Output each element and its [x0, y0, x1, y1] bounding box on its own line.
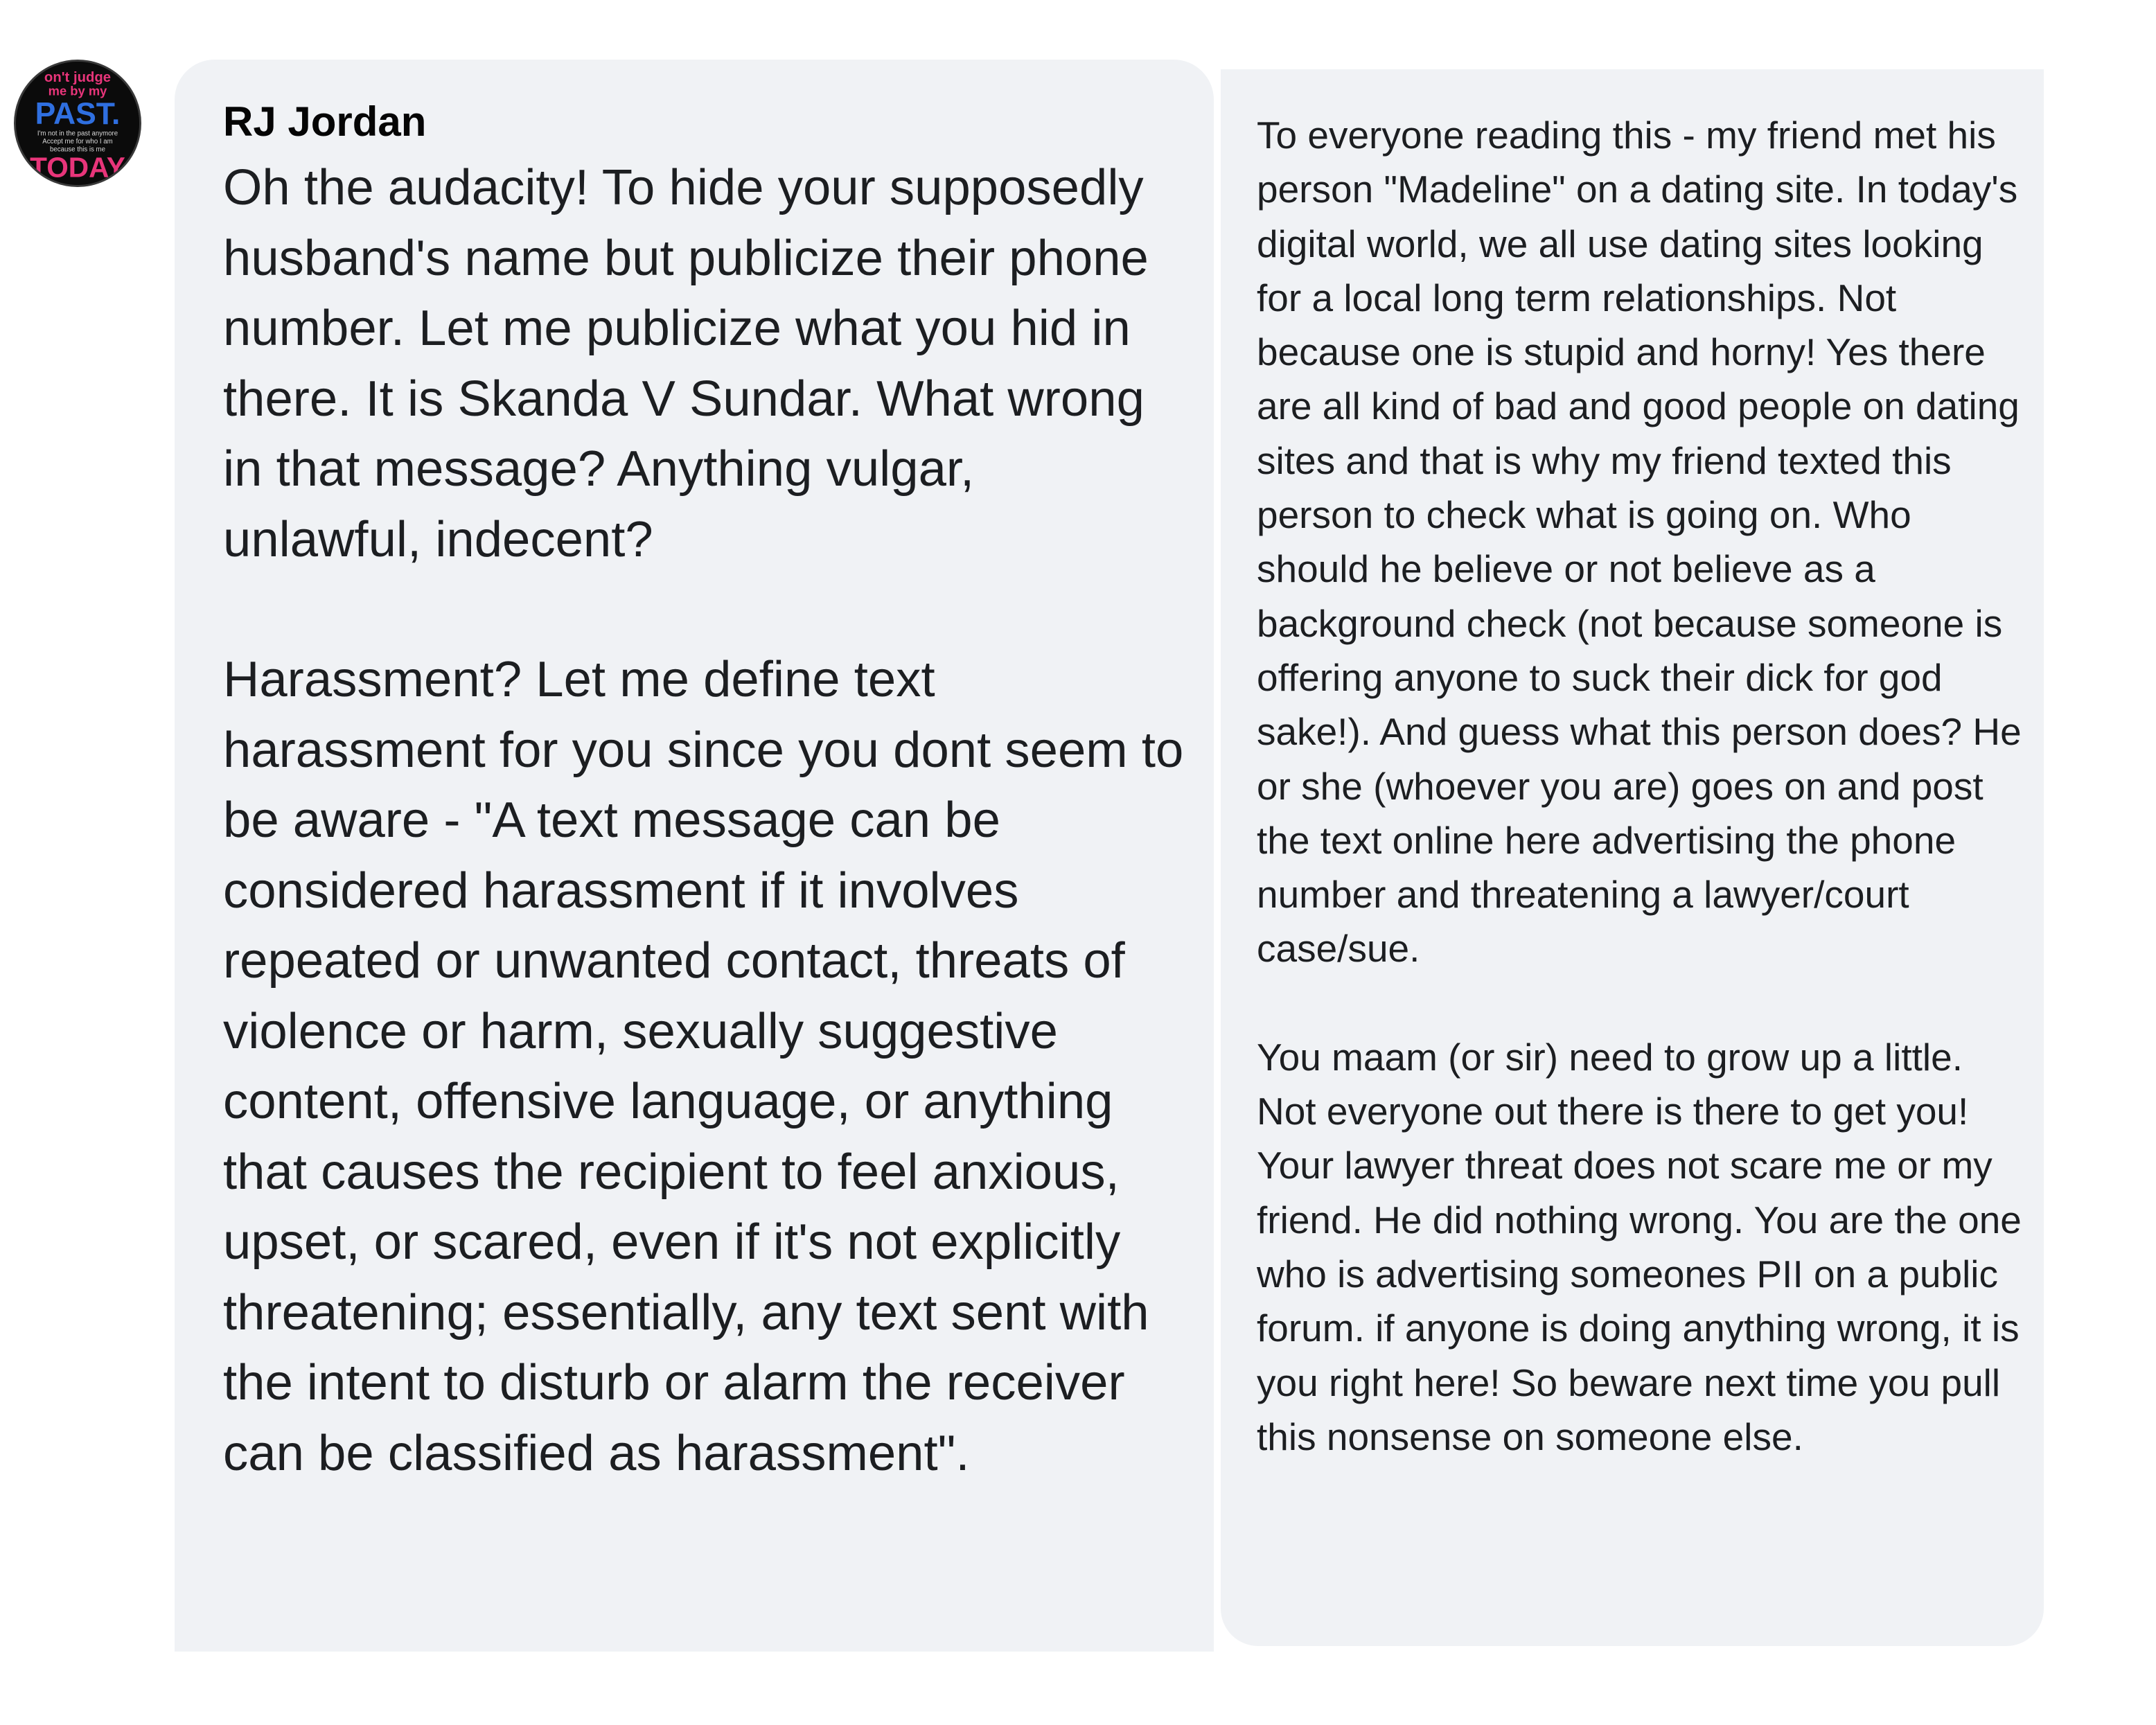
- comment-author-name[interactable]: RJ Jordan: [223, 98, 427, 145]
- avatar-text-line-1: on't judge: [44, 70, 112, 86]
- continuation-paragraph-1: To everyone reading this - my friend met his person "Madeline" on a dating site. In today's digital world, we all use dating sites looking for a local long term relationships. Not because one is stupid and horny! Yes there are all kind of bad and good people on dating sites and that is why my friend texted this person to check what is going on. Who should he believe or not believe as a background check (not because someone is offering anyone to suck their dick for god sake!). And guess what this person does? He or she (whoever you are) goes on and post the text online here advertising the phone number and threatening a lawyer/court case/sue.: [1257, 114, 2022, 971]
- avatar-text-line-2: me by my: [48, 83, 107, 98]
- avatar-image: [16, 62, 139, 185]
- avatar-text-past: PAST.: [35, 96, 121, 131]
- comment-bubble: [175, 60, 1214, 1652]
- profile-avatar[interactable]: [14, 60, 141, 187]
- avatar-text-small-1: I'm not in the past anymore: [37, 130, 118, 138]
- avatar-text-small-3: because this is me: [50, 145, 105, 154]
- comment-paragraph-1: Oh the audacity! To hide your supposedly husband's name but publicize their phone number. Let me publicize what you hid in there. It is Skanda V Sundar. What wrong in that message? Anything vulgar, unlawful, indecent?: [223, 159, 1149, 567]
- comment-paragraph-2: Harassment? Let me define text harassment for you since you dont seem to be aware - "A text message can be considered harassment if it involves repeated or unwanted contact, threats of violence or harm, sexually suggestive content, offensive language, or anything that causes the recipient to feel anxious, upset, or scared, even if it's not explicitly threatening; essentially, any text sent with the intent to disturb or alarm the receiver can be classified as harassment".: [223, 651, 1184, 1481]
- comment-continuation-bubble: [1221, 69, 2044, 1646]
- avatar-text-today: TODAY: [30, 151, 125, 184]
- continuation-paragraph-2: You maam (or sir) need to grow up a little. Not everyone out there is there to get you! Your lawyer threat does not scare me or my friend. He did nothing wrong. You are the one who is advertising someones PII on a public forum. if anyone is doing anything wrong, it is you right here! So beware next time you pull this nonsense on someone else.: [1257, 1035, 2022, 1458]
- avatar-text-small-2: Accept me for who I am: [42, 138, 113, 146]
